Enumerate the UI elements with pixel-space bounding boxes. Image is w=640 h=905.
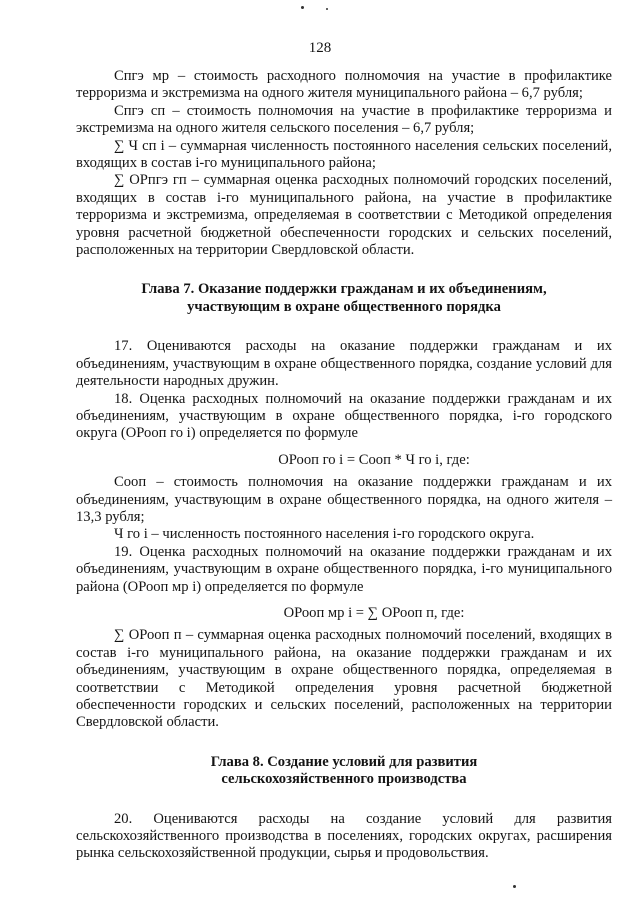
chapter-7-heading-line-1: Глава 7. Оказание поддержки гражданам и их объединениям, [141,281,547,298]
scan-speck [326,8,328,10]
formula-oroop-go: ОРооп го i = Сооп * Ч го i, где: [278,451,470,468]
paragraph-18: 18. Оценка расходных полномочий на оказание поддержки гражданам и их объединениям, участвующим в охране общественного порядка, i-го городского округа (ОРооп го i) определяется по формуле [76,390,612,442]
chapter-7-heading-line-2: участвующим в охране общественного порядка [187,298,501,315]
paragraph: Спгэ мр – стоимость расходного полномочия на участие в профилактике терроризма и экстремизма на одного жителя муниципального района – 6,7 рубля; [76,68,612,102]
formula-oroop-mr: ОРооп мр i = ∑ ОРооп п, где: [283,604,465,621]
page-number: 128 [308,40,332,56]
document-body [76,68,612,863]
paragraph-19: 19. Оценка расходных полномочий на оказание поддержки гражданам и их объединениям, участвующим в охране общественного порядка, i-го муниципального района (ОРооп мр i) определяется по формуле [76,543,612,595]
scan-speck [301,6,304,9]
chapter-8-heading-line-2: сельскохозяйственного производства [221,771,467,788]
paragraph: Ч го i – численность постоянного населения i-го городского округа. [114,526,535,543]
paragraph: ∑ ОРооп п – суммарная оценка расходных полномочий поселений, входящих в состав i-го муниципального района, на оказание поддержки гражданам и их объединениям, участвующим в охране общественного порядка, определяемая в соответствии с Методикой определения уровня расчетной бюджетной обеспеченности городских и сельских поселений, расположенных на территории Свердловской области. [76,627,612,731]
paragraph-20: 20. Оцениваются расходы на создание условий для развития сельскохозяйственного производства в поселениях, городских округах, расширения рынка сельскохозяйственной продукции, сырья и продовольствия. [76,810,612,862]
scan-speck [513,885,516,888]
chapter-8-heading-line-1: Глава 8. Создание условий для развития [210,753,478,770]
paragraph-17: 17. Оцениваются расходы на оказание поддержки гражданам и их объединениям, участвующим в охране общественного порядка, создание условий для деятельности народных дружин. [76,338,612,390]
paragraph: ∑ ОРпгэ гп – суммарная оценка расходных полномочий городских поселений, входящих в состав i-го муниципального района, на участие в профилактике терроризма и экстремизма, определяемая в соответствии с Методикой определения уровня расчетной бюджетной обеспеченности городских и сельских поселений, расположенных на территории Свердловской области. [76,172,612,259]
paragraph: ∑ Ч сп i – суммарная численность постоянного населения сельских поселений, входящих в состав i-го муниципального района; [76,137,612,172]
paragraph: Спгэ сп – стоимость полномочия на участие в профилактике терроризма и экстремизма на одного жителя сельского поселения – 6,7 рубля; [76,102,612,137]
paragraph: Сооп – стоимость полномочия на оказание поддержки гражданам и их объединениям, участвующим в охране общественного порядка, на одного жителя – 13,3 рубля; [76,474,612,525]
